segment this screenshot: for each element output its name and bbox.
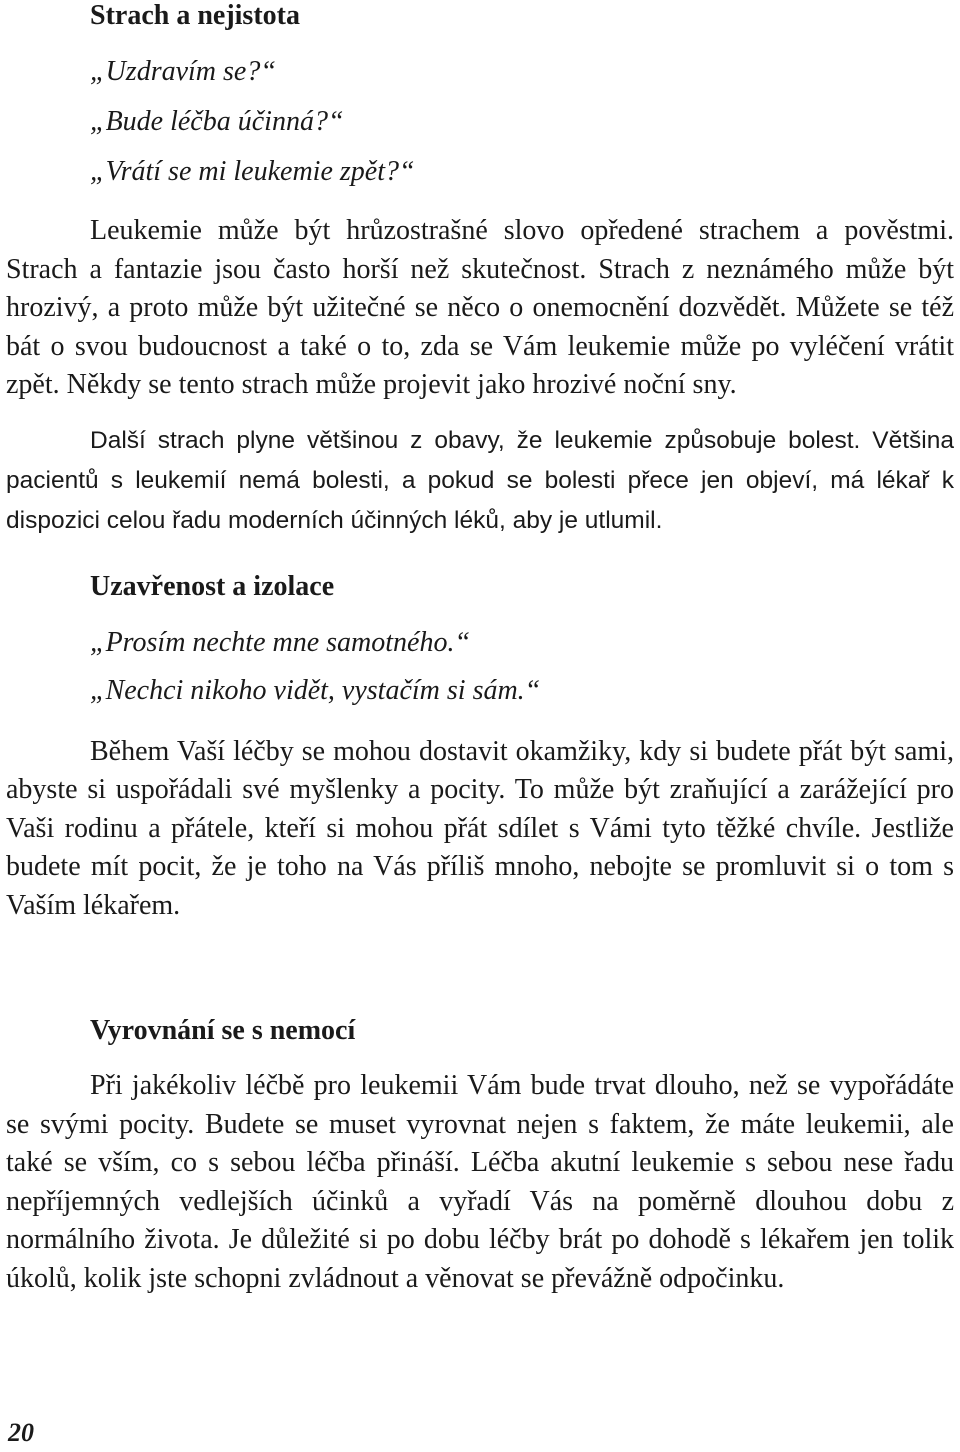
paragraph-fear-pain: Další strach plyne většinou z obavy, že leukemie způsobuje bolest. Většina pacientů s leukemií nemá bolesti, a pokud se bolesti přece jen objeví, má lékař k dispozici celou řadu moderních účinných léků, aby je utlumil. (6, 426, 954, 534)
quote-recover: „Uzdravím se?“ (90, 56, 276, 87)
paragraph-coping: Při jakékoliv léčbě pro leukemii Vám bude trvat dlouho, než se vypořádáte se svými pocity. Budete se muset vyrovnat nejen s faktem, že máte leukemii, ale také se vším, co s sebou léčba přináší. Léčba akutní leukemie s sebou nese řadu nepříjemných vedlejších účinků a vyřadí Vás na poměrně dlouhou dobu z normálního života. Je důležité si po dobu léčby brát po dohodě s lékařem jen tolik úkolů, kolik jste schopni zvládnout a věnovat se převážně odpočinku. (6, 1070, 954, 1294)
section-heading-isolation: Uzavřenost a izolace (90, 570, 335, 602)
quote-leukemia-return: „Vrátí se mi leukemie zpět?“ (90, 156, 415, 187)
page-number: 20 (8, 1418, 34, 1447)
section-heading-fear: Strach a nejistota (90, 0, 300, 31)
paragraph-isolation: Během Vaší léčby se mohou dostavit okamžiky, kdy si budete přát být sami, abyste si uspořádali své myšlenky a pocity. To může být zraňující a zarážející pro Vaši rodinu a přátele, kteří si mohou přát sdílet s Vámi tyto těžké chvíle. Jestliže budete mít pocit, že je toho na Vás příliš mnoho, nebojte se promluvit si o tom s Vaším lékařem. (6, 735, 954, 921)
paragraph-fear-intro: Leukemie může být hrůzostrašné slovo opředené strachem a pověstmi. Strach a fantazie jsou často horší než skutečnost. Strach z neznámého může být hrozivý, a proto může být užitečné se něco o onemocnění dozvědět. Můžete se též bát o svou budoucnost a také o to, zda se Vám leukemie může po vyléčení vrátit zpět. Někdy se tento strach může projevit jako hrozivé noční sny. (6, 215, 954, 400)
quote-leave-alone: „Prosím nechte mne samotného.“ (90, 626, 471, 658)
section-heading-coping: Vyrovnání se s nemocí (90, 1015, 356, 1046)
quote-see-nobody: „Nechci nikoho vidět, vystačím si sám.“ (90, 674, 541, 706)
document-page (6, 0, 954, 1298)
quote-treatment-effective: „Bude léčba účinná?“ (90, 106, 344, 137)
